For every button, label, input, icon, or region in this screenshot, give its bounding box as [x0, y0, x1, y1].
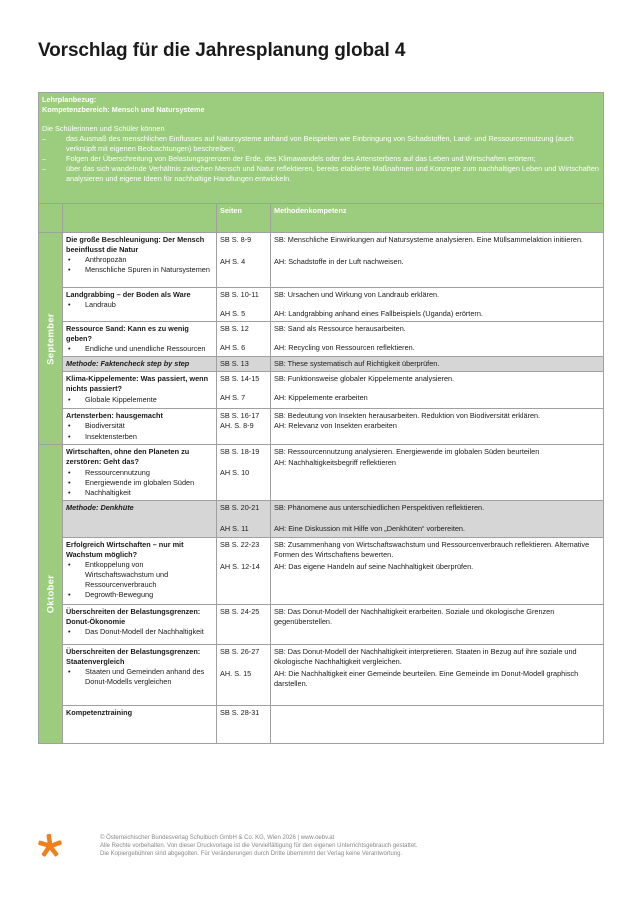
- spacer: [220, 657, 267, 669]
- subtopic-item: • Energiewende im globalen Süden: [66, 478, 213, 488]
- sb-method-text: SB: Ressourcennutzung analysieren. Energiewende im globalen Süden beurteilen: [274, 447, 540, 457]
- sb-page-ref: SB S. 12: [220, 324, 249, 334]
- topic-cell: [63, 445, 217, 500]
- method-cell: [271, 705, 604, 743]
- spacer: [274, 384, 600, 393]
- subtopic-item: • Das Donut-Modell der Nachhaltigkeit: [66, 627, 213, 637]
- sb-page-ref: SB S. 24-25: [220, 606, 260, 616]
- subtopic-list: [66, 627, 213, 637]
- method-cell: [271, 409, 604, 445]
- subtopic-list: [66, 395, 213, 405]
- subtopic-item: • Degrowth-Bewegung: [66, 590, 213, 600]
- spacer: [274, 513, 600, 524]
- page-title: Vorschlag für die Jahresplanung global 4: [38, 40, 406, 61]
- plan-row: [39, 288, 604, 322]
- method-cell: [271, 604, 604, 644]
- sb-method-text: SB: Bedeutung von Insekten herausarbeiten. Reduktion von Biodiversität erklären.: [274, 411, 541, 421]
- plan-row: [39, 604, 604, 644]
- topic-cell: [63, 288, 217, 322]
- ah-method-text: AH: Die Nachhaltigkeit einer Gemeinde beurteilen. Eine Gemeinde im Donut-Modell graphisch darstellen.: [274, 668, 579, 688]
- sb-page-ref: SB S. 28-31: [220, 707, 260, 717]
- sb-method-text: SB: Zusammenhang von Wirtschaftswachstum und Ressourcenverbrauch reflektieren. Alternative Formen des Wirtschaftens bewerten.: [274, 539, 590, 559]
- method-cell: [271, 644, 604, 705]
- pages-cell: [217, 409, 271, 445]
- subtopic-item: • Nachhaltigkeit: [66, 488, 213, 498]
- subtopic-item: • Entkoppelung von Wirtschaftswachstum und Ressourcenverbrauch: [66, 560, 213, 590]
- subtopic-item: • Endliche und unendliche Ressourcen: [66, 344, 213, 354]
- spacer: [220, 550, 267, 562]
- pages-cell: [217, 357, 271, 372]
- ah-method-text: AH: Recycling von Ressourcen reflektieren.: [274, 343, 415, 353]
- curriculum-list: [42, 134, 600, 184]
- ah-method-text: AH: Kippelemente erarbeiten: [274, 393, 368, 403]
- ah-method-text: AH: Schadstoffe in der Luft nachweisen.: [274, 257, 404, 267]
- topic-title: Klima-Kippelemente: Was passiert, wenn nichts passiert?: [66, 374, 209, 394]
- subtopic-item: • Biodiversität: [66, 421, 213, 431]
- ah-method-text: AH: Eine Diskussion mit Hilfe von „Denkhüten“ vorbereiten.: [274, 523, 466, 533]
- column-header-pages: Seiten: [217, 204, 271, 233]
- method-cell: [271, 322, 604, 357]
- column-header-topic: [63, 204, 217, 233]
- ah-page-ref: AH S. 11: [220, 523, 249, 533]
- topic-cell: [63, 604, 217, 644]
- method-cell: [271, 500, 604, 537]
- sb-method-text: [274, 708, 600, 718]
- pages-cell: [217, 372, 271, 409]
- subtopic-item: • Insektensterben: [66, 432, 213, 442]
- topic-title: Kompetenztraining: [66, 707, 133, 717]
- sb-method-text: SB: Menschliche Einwirkungen auf Natursysteme analysieren. Eine Müllsammelaktion initiieren.: [274, 235, 584, 244]
- pages-cell: [217, 604, 271, 644]
- topic-cell: [63, 537, 217, 604]
- sb-page-ref: SB S. 13: [220, 359, 249, 369]
- ah-page-ref: AH S. 12-14: [220, 561, 260, 571]
- spacer: [220, 513, 267, 524]
- spacer: [220, 245, 267, 257]
- subtopic-list: [66, 300, 213, 310]
- spacer: [274, 300, 600, 309]
- sb-page-ref: SB S. 16-17: [220, 411, 260, 421]
- curriculum-cell: [39, 93, 604, 204]
- footer-copyright: © Österreichischer Bundesverlag Schulbuch GmbH & Co. KG, Wien 2026 | www.oebv.at: [100, 835, 335, 841]
- column-header-method: Methodenkompetenz: [271, 204, 604, 233]
- topic-cell: [63, 233, 217, 288]
- topic-cell: [63, 409, 217, 445]
- plan-row: [39, 445, 604, 500]
- ah-page-ref: AH S. 4: [220, 257, 246, 267]
- annual-plan-table: [38, 92, 604, 744]
- pages-cell: [217, 233, 271, 288]
- sb-page-ref: SB S. 20-21: [220, 502, 260, 512]
- plan-row: [39, 372, 604, 409]
- plan-row: [39, 233, 604, 288]
- sb-method-text: SB: Das Donut-Modell der Nachhaltigkeit erarbeiten. Soziale und ökologische Grenzen gegenüberstellen.: [274, 606, 555, 626]
- subtopic-item: • Anthropozän: [66, 255, 213, 265]
- topic-title: Überschreiten der Belastungsgrenzen: Donut-Ökonomie: [66, 606, 201, 626]
- subtopic-item: • Globale Kippelemente: [66, 395, 213, 405]
- topic-title: Überschreiten der Belastungsgrenzen: Staatenvergleich: [66, 646, 201, 666]
- ah-page-ref: AH. S. 15: [220, 668, 252, 678]
- oebv-star-logo-icon: [38, 833, 62, 859]
- topic-cell: [63, 322, 217, 357]
- topic-title: Artensterben: hausgemacht: [66, 411, 163, 421]
- sb-page-ref: SB S. 8-9: [220, 235, 252, 244]
- plan-row: [39, 705, 604, 743]
- subtopic-item: • Landraub: [66, 300, 213, 310]
- pages-cell: [217, 537, 271, 604]
- topic-cell: [63, 705, 217, 743]
- ah-page-ref: AH S. 6: [220, 343, 246, 353]
- ah-page-ref: AH S. 5: [220, 309, 246, 319]
- topic-title: Wirtschaften, ohne den Planeten zu zerstören: Geht das?: [66, 447, 190, 467]
- plan-row: [39, 644, 604, 705]
- subtopic-item: • Staaten und Gemeinden anhand des Donut-Modells vergleichen: [66, 667, 213, 687]
- spacer: [220, 457, 267, 468]
- column-header-row: [39, 204, 604, 233]
- subtopic-item: • Ressourcennutzung: [66, 468, 213, 478]
- topic-title: Die große Beschleunigung: Der Mensch beeinflusst die Natur: [66, 235, 205, 255]
- spacer: [274, 245, 600, 257]
- method-cell: [271, 288, 604, 322]
- subtopic-list: [66, 255, 213, 275]
- method-cell: [271, 537, 604, 604]
- subtopic-item: • Menschliche Spuren in Natursystemen: [66, 265, 213, 275]
- spacer: [274, 334, 600, 343]
- method-cell: [271, 233, 604, 288]
- topic-title: Landgrabbing – der Boden als Ware: [66, 290, 191, 299]
- curriculum-item: – Folgen der Überschreitung von Belastungsgrenzen der Erde, des Klimawandels oder des Artensterbens auf das Leben und Wirtschaften erörtern;: [42, 154, 600, 164]
- sb-page-ref: SB S. 18-19: [220, 447, 260, 457]
- topic-title: Methode: Denkhüte: [66, 502, 134, 512]
- spacer: [220, 300, 267, 309]
- curriculum-item: – über das sich wandelnde Verhältnis zwischen Mensch und Natur reflektieren, bereits etablierte Maßnahmen und Konzepte zum nachhaltigen Leben und Wirtschaften analysieren und eigene Ideen für nachhaltige Handlungen entwickeln.: [42, 164, 600, 184]
- pages-cell: [217, 288, 271, 322]
- sb-page-ref: SB S. 26-27: [220, 646, 260, 656]
- curriculum-intro: Die Schülerinnen und Schüler können: [42, 124, 165, 134]
- ah-method-text: AH: Das eigene Handeln auf seine Nachhaltigkeit überprüfen.: [274, 561, 474, 571]
- spacer: [220, 384, 267, 393]
- topic-cell: [63, 372, 217, 409]
- spacer: [220, 334, 267, 343]
- method-cell: [271, 372, 604, 409]
- curriculum-heading: Lehrplanbezug:: [42, 95, 97, 104]
- subtopic-list: [66, 667, 213, 687]
- subtopic-list: [66, 421, 213, 441]
- topic-title: Ressource Sand: Kann es zu wenig geben?: [66, 324, 189, 344]
- footer: [100, 835, 418, 859]
- topic-cell: [63, 644, 217, 705]
- pages-cell: [217, 500, 271, 537]
- subtopic-list: [66, 344, 213, 354]
- sb-page-ref: SB S. 22-23: [220, 539, 260, 549]
- ah-method-text: AH: Landgrabbing anhand eines Fallbeispiels (Uganda) erörtern.: [274, 309, 483, 319]
- footer-rights: Alle Rechte vorbehalten. Von dieser Druckvorlage ist die Vervielfältigung für den eigenen Unterrichtsgebrauch gestattet.: [100, 842, 418, 849]
- method-cell: [271, 445, 604, 500]
- curriculum-row: [39, 93, 604, 204]
- column-header-month: [39, 204, 63, 233]
- ah-page-ref: AH S. 7: [220, 393, 246, 403]
- month-cell-september: [39, 233, 63, 445]
- ah-method-text: AH: Relevanz von Insekten erarbeiten: [274, 421, 397, 431]
- plan-row: [39, 537, 604, 604]
- sb-page-ref: SB S. 14-15: [220, 374, 260, 384]
- curriculum-item: – das Ausmaß des menschlichen Einflusses auf Natursysteme anhand von Beispielen wie Einbringung von Schadstoffen, Land- und Ressourcennutzung (auch verknüpft mit eigenen Beobachtungen) beschreiben;: [42, 134, 600, 154]
- subtopic-list: [66, 560, 213, 600]
- pages-cell: [217, 322, 271, 357]
- footer-disclaimer: Die Kopiergebühren sind abgegolten. Für Veränderungen durch Dritte übernimmt der Verlag keine Verantwortung.: [100, 850, 403, 857]
- plan-row: [39, 322, 604, 357]
- topic-title: Erfolgreich Wirtschaften – nur mit Wachstum möglich?: [66, 539, 184, 559]
- pages-cell: [217, 705, 271, 743]
- sb-page-ref: SB S. 10-11: [220, 290, 259, 299]
- sb-method-text: SB: Phänomene aus unterschiedlichen Perspektiven reflektieren.: [274, 502, 485, 512]
- sb-method-text: SB: Sand als Ressource herausarbeiten.: [274, 324, 406, 334]
- ah-page-ref: AH. S. 8-9: [220, 421, 254, 431]
- method-cell: [271, 357, 604, 372]
- competence-area-heading: Kompetenzbereich: Mensch und Natursysteme: [42, 105, 205, 115]
- plan-row: [39, 409, 604, 445]
- pages-cell: [217, 644, 271, 705]
- month-label: Oktober: [44, 574, 56, 614]
- month-label: September: [44, 312, 56, 365]
- subtopic-list: [66, 468, 213, 498]
- ah-method-text: AH: Nachhaltigkeitsbegriff reflektieren: [274, 458, 396, 468]
- sb-method-text: SB: Das Donut-Modell der Nachhaltigkeit interpretieren. Staaten in Bezug auf ihre soziale und ökologische Nachhaltigkeit vergleichen.: [274, 646, 577, 666]
- plan-row: [39, 500, 604, 537]
- sb-method-text: SB: These systematisch auf Richtigkeit überprüfen.: [274, 359, 440, 369]
- pages-cell: [217, 445, 271, 500]
- sb-method-text: SB: Funktionsweise globaler Kippelemente analysieren.: [274, 374, 455, 384]
- ah-page-ref: AH S. 10: [220, 468, 250, 478]
- sb-method-text: SB: Ursachen und Wirkung von Landraub erklären.: [274, 290, 440, 299]
- topic-cell: [63, 500, 217, 537]
- plan-row: [39, 357, 604, 372]
- topic-cell: [63, 357, 217, 372]
- topic-title: Methode: Faktencheck step by step: [66, 359, 190, 369]
- month-cell-oktober: [39, 445, 63, 743]
